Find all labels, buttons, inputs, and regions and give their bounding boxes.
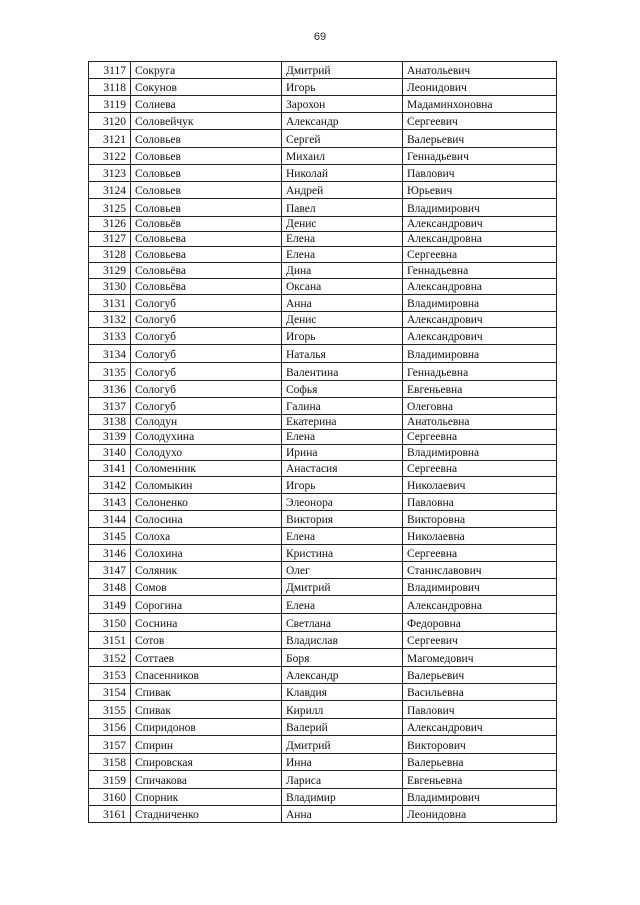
table-row <box>89 789 557 806</box>
patronymic-cell: Павлович <box>403 165 557 182</box>
patronymic-cell: Сергеевич <box>403 632 557 649</box>
first-name-cell: Владислав <box>282 632 403 649</box>
names-table-body <box>89 62 557 823</box>
patronymic-cell: Анатольевна <box>403 415 557 430</box>
patronymic-cell: Мадаминхоновна <box>403 96 557 113</box>
row-number-cell: 3154 <box>89 684 131 701</box>
first-name-cell: Лариса <box>282 771 403 789</box>
row-number-cell: 3160 <box>89 789 131 806</box>
patronymic-cell: Владимировна <box>403 295 557 312</box>
first-name-cell: Павел <box>282 199 403 217</box>
patronymic-cell: Леонидович <box>403 79 557 96</box>
first-name-cell: Елена <box>282 430 403 445</box>
patronymic-cell: Александровна <box>403 232 557 247</box>
first-name-cell: Елена <box>282 528 403 545</box>
table-row <box>89 719 557 736</box>
table-row <box>89 632 557 649</box>
table-row <box>89 295 557 312</box>
surname-cell: Соттаев <box>131 649 282 667</box>
first-name-cell: Светлана <box>282 614 403 632</box>
surname-cell: Соловьев <box>131 165 282 182</box>
surname-cell: Спасенников <box>131 667 282 684</box>
patronymic-cell: Викторович <box>403 736 557 754</box>
table-row <box>89 165 557 182</box>
table-row <box>89 511 557 528</box>
row-number-cell: 3122 <box>89 148 131 165</box>
patronymic-cell: Сергеевна <box>403 461 557 477</box>
row-number-cell: 3118 <box>89 79 131 96</box>
patronymic-cell: Сергеевна <box>403 247 557 263</box>
first-name-cell: Элеонора <box>282 494 403 511</box>
first-name-cell: Дмитрий <box>282 736 403 754</box>
table-row <box>89 217 557 232</box>
surname-cell: Спорник <box>131 789 282 806</box>
patronymic-cell: Александрович <box>403 719 557 736</box>
patronymic-cell: Александрович <box>403 217 557 232</box>
page-number: 69 <box>313 31 327 43</box>
surname-cell: Сокруга <box>131 62 282 79</box>
first-name-cell: Дина <box>282 263 403 279</box>
row-number-cell: 3161 <box>89 806 131 823</box>
row-number-cell: 3120 <box>89 113 131 130</box>
table-row <box>89 415 557 430</box>
patronymic-cell: Олеговна <box>403 398 557 415</box>
row-number-cell: 3156 <box>89 719 131 736</box>
table-row <box>89 96 557 113</box>
row-number-cell: 3137 <box>89 398 131 415</box>
row-number-cell: 3153 <box>89 667 131 684</box>
table-row <box>89 771 557 789</box>
first-name-cell: Елена <box>282 596 403 614</box>
row-number-cell: 3121 <box>89 130 131 148</box>
patronymic-cell: Геннадьевна <box>403 363 557 381</box>
table-row <box>89 263 557 279</box>
table-row <box>89 381 557 398</box>
first-name-cell: Валерий <box>282 719 403 736</box>
surname-cell: Соловейчук <box>131 113 282 130</box>
surname-cell: Сологуб <box>131 328 282 345</box>
table-row <box>89 398 557 415</box>
patronymic-cell: Валерьевич <box>403 130 557 148</box>
table-row <box>89 232 557 247</box>
first-name-cell: Александр <box>282 667 403 684</box>
first-name-cell: Андрей <box>282 182 403 199</box>
patronymic-cell: Магомедович <box>403 649 557 667</box>
row-number-cell: 3141 <box>89 461 131 477</box>
first-name-cell: Галина <box>282 398 403 415</box>
surname-cell: Солодухо <box>131 445 282 461</box>
surname-cell: Солоненко <box>131 494 282 511</box>
row-number-cell: 3151 <box>89 632 131 649</box>
patronymic-cell: Александрович <box>403 328 557 345</box>
patronymic-cell: Геннадьевич <box>403 148 557 165</box>
patronymic-cell: Валерьевна <box>403 754 557 771</box>
surname-cell: Сологуб <box>131 295 282 312</box>
patronymic-cell: Станиславович <box>403 562 557 579</box>
patronymic-cell: Евгеньевна <box>403 771 557 789</box>
first-name-cell: Анна <box>282 806 403 823</box>
patronymic-cell: Николаевна <box>403 528 557 545</box>
table-row <box>89 345 557 363</box>
row-number-cell: 3157 <box>89 736 131 754</box>
surname-cell: Солиева <box>131 96 282 113</box>
row-number-cell: 3134 <box>89 345 131 363</box>
table-row <box>89 247 557 263</box>
row-number-cell: 3119 <box>89 96 131 113</box>
first-name-cell: Виктория <box>282 511 403 528</box>
first-name-cell: Анна <box>282 295 403 312</box>
surname-cell: Спичакова <box>131 771 282 789</box>
surname-cell: Соловьёва <box>131 263 282 279</box>
surname-cell: Соловьев <box>131 182 282 199</box>
row-number-cell: 3159 <box>89 771 131 789</box>
table-row <box>89 684 557 701</box>
table-row <box>89 545 557 562</box>
first-name-cell: Елена <box>282 247 403 263</box>
patronymic-cell: Владимировна <box>403 445 557 461</box>
surname-cell: Солодухина <box>131 430 282 445</box>
surname-cell: Соловьева <box>131 247 282 263</box>
table-row <box>89 328 557 345</box>
table-row <box>89 754 557 771</box>
first-name-cell: Екатерина <box>282 415 403 430</box>
surname-cell: Сотов <box>131 632 282 649</box>
row-number-cell: 3146 <box>89 545 131 562</box>
surname-cell: Соляник <box>131 562 282 579</box>
surname-cell: Спировская <box>131 754 282 771</box>
table-row <box>89 528 557 545</box>
patronymic-cell: Сергеевна <box>403 430 557 445</box>
patronymic-cell: Владимирович <box>403 579 557 596</box>
first-name-cell: Игорь <box>282 328 403 345</box>
row-number-cell: 3129 <box>89 263 131 279</box>
row-number-cell: 3131 <box>89 295 131 312</box>
first-name-cell: Наталья <box>282 345 403 363</box>
row-number-cell: 3150 <box>89 614 131 632</box>
row-number-cell: 3152 <box>89 649 131 667</box>
surname-cell: Спивак <box>131 701 282 719</box>
row-number-cell: 3155 <box>89 701 131 719</box>
patronymic-cell: Викторовна <box>403 511 557 528</box>
first-name-cell: Владимир <box>282 789 403 806</box>
surname-cell: Спирин <box>131 736 282 754</box>
table-row <box>89 667 557 684</box>
surname-cell: Соломенник <box>131 461 282 477</box>
surname-cell: Сомов <box>131 579 282 596</box>
patronymic-cell: Александровна <box>403 279 557 295</box>
surname-cell: Спиридонов <box>131 719 282 736</box>
surname-cell: Соловьёва <box>131 279 282 295</box>
patronymic-cell: Юрьевич <box>403 182 557 199</box>
surname-cell: Сологуб <box>131 345 282 363</box>
row-number-cell: 3138 <box>89 415 131 430</box>
names-table-container <box>88 61 556 823</box>
row-number-cell: 3140 <box>89 445 131 461</box>
table-row <box>89 445 557 461</box>
first-name-cell: Елена <box>282 232 403 247</box>
table-row <box>89 649 557 667</box>
patronymic-cell: Владимирович <box>403 199 557 217</box>
first-name-cell: Николай <box>282 165 403 182</box>
row-number-cell: 3145 <box>89 528 131 545</box>
surname-cell: Соловьев <box>131 130 282 148</box>
first-name-cell: Дмитрий <box>282 62 403 79</box>
table-row <box>89 312 557 328</box>
first-name-cell: Оксана <box>282 279 403 295</box>
patronymic-cell: Федоровна <box>403 614 557 632</box>
first-name-cell: Игорь <box>282 477 403 494</box>
row-number-cell: 3149 <box>89 596 131 614</box>
surname-cell: Сологуб <box>131 312 282 328</box>
first-name-cell: Олег <box>282 562 403 579</box>
surname-cell: Соловьев <box>131 148 282 165</box>
surname-cell: Соловьев <box>131 199 282 217</box>
table-row <box>89 430 557 445</box>
table-row <box>89 79 557 96</box>
row-number-cell: 3132 <box>89 312 131 328</box>
first-name-cell: Валентина <box>282 363 403 381</box>
patronymic-cell: Александровна <box>403 596 557 614</box>
table-row <box>89 363 557 381</box>
names-table <box>88 61 557 823</box>
surname-cell: Солодун <box>131 415 282 430</box>
row-number-cell: 3158 <box>89 754 131 771</box>
surname-cell: Спивак <box>131 684 282 701</box>
patronymic-cell: Павловна <box>403 494 557 511</box>
first-name-cell: Дмитрий <box>282 579 403 596</box>
row-number-cell: 3130 <box>89 279 131 295</box>
row-number-cell: 3135 <box>89 363 131 381</box>
table-row <box>89 279 557 295</box>
row-number-cell: 3128 <box>89 247 131 263</box>
surname-cell: Солохина <box>131 545 282 562</box>
surname-cell: Сокунов <box>131 79 282 96</box>
table-row <box>89 562 557 579</box>
table-row <box>89 477 557 494</box>
patronymic-cell: Валерьевич <box>403 667 557 684</box>
patronymic-cell: Евгеньевна <box>403 381 557 398</box>
surname-cell: Соловьёв <box>131 217 282 232</box>
first-name-cell: Софья <box>282 381 403 398</box>
surname-cell: Солоха <box>131 528 282 545</box>
row-number-cell: 3117 <box>89 62 131 79</box>
first-name-cell: Сергей <box>282 130 403 148</box>
first-name-cell: Кристина <box>282 545 403 562</box>
surname-cell: Соломыкин <box>131 477 282 494</box>
table-row <box>89 579 557 596</box>
patronymic-cell: Владимирович <box>403 789 557 806</box>
first-name-cell: Игорь <box>282 79 403 96</box>
surname-cell: Стадниченко <box>131 806 282 823</box>
table-row <box>89 62 557 79</box>
table-row <box>89 182 557 199</box>
table-row <box>89 736 557 754</box>
table-row <box>89 148 557 165</box>
row-number-cell: 3139 <box>89 430 131 445</box>
row-number-cell: 3127 <box>89 232 131 247</box>
table-row <box>89 113 557 130</box>
table-row <box>89 199 557 217</box>
first-name-cell: Михаил <box>282 148 403 165</box>
row-number-cell: 3144 <box>89 511 131 528</box>
row-number-cell: 3148 <box>89 579 131 596</box>
table-row <box>89 130 557 148</box>
table-row <box>89 806 557 823</box>
row-number-cell: 3126 <box>89 217 131 232</box>
patronymic-cell: Сергеевич <box>403 113 557 130</box>
table-row <box>89 614 557 632</box>
patronymic-cell: Васильевна <box>403 684 557 701</box>
row-number-cell: 3143 <box>89 494 131 511</box>
row-number-cell: 3124 <box>89 182 131 199</box>
first-name-cell: Зарохон <box>282 96 403 113</box>
first-name-cell: Денис <box>282 217 403 232</box>
patronymic-cell: Сергеевна <box>403 545 557 562</box>
first-name-cell: Клавдия <box>282 684 403 701</box>
surname-cell: Солосина <box>131 511 282 528</box>
surname-cell: Соловьева <box>131 232 282 247</box>
first-name-cell: Боря <box>282 649 403 667</box>
row-number-cell: 3133 <box>89 328 131 345</box>
row-number-cell: 3147 <box>89 562 131 579</box>
row-number-cell: 3136 <box>89 381 131 398</box>
patronymic-cell: Леонидовна <box>403 806 557 823</box>
table-row <box>89 494 557 511</box>
first-name-cell: Денис <box>282 312 403 328</box>
patronymic-cell: Геннадьевна <box>403 263 557 279</box>
first-name-cell: Александр <box>282 113 403 130</box>
surname-cell: Сорогина <box>131 596 282 614</box>
patronymic-cell: Павлович <box>403 701 557 719</box>
first-name-cell: Ирина <box>282 445 403 461</box>
table-row <box>89 596 557 614</box>
surname-cell: Соснина <box>131 614 282 632</box>
first-name-cell: Анастасия <box>282 461 403 477</box>
first-name-cell: Инна <box>282 754 403 771</box>
surname-cell: Сологуб <box>131 398 282 415</box>
surname-cell: Сологуб <box>131 381 282 398</box>
table-row <box>89 461 557 477</box>
row-number-cell: 3142 <box>89 477 131 494</box>
row-number-cell: 3125 <box>89 199 131 217</box>
table-row <box>89 701 557 719</box>
patronymic-cell: Владимировна <box>403 345 557 363</box>
surname-cell: Сологуб <box>131 363 282 381</box>
patronymic-cell: Александрович <box>403 312 557 328</box>
first-name-cell: Кирилл <box>282 701 403 719</box>
row-number-cell: 3123 <box>89 165 131 182</box>
patronymic-cell: Анатольевич <box>403 62 557 79</box>
patronymic-cell: Николаевич <box>403 477 557 494</box>
